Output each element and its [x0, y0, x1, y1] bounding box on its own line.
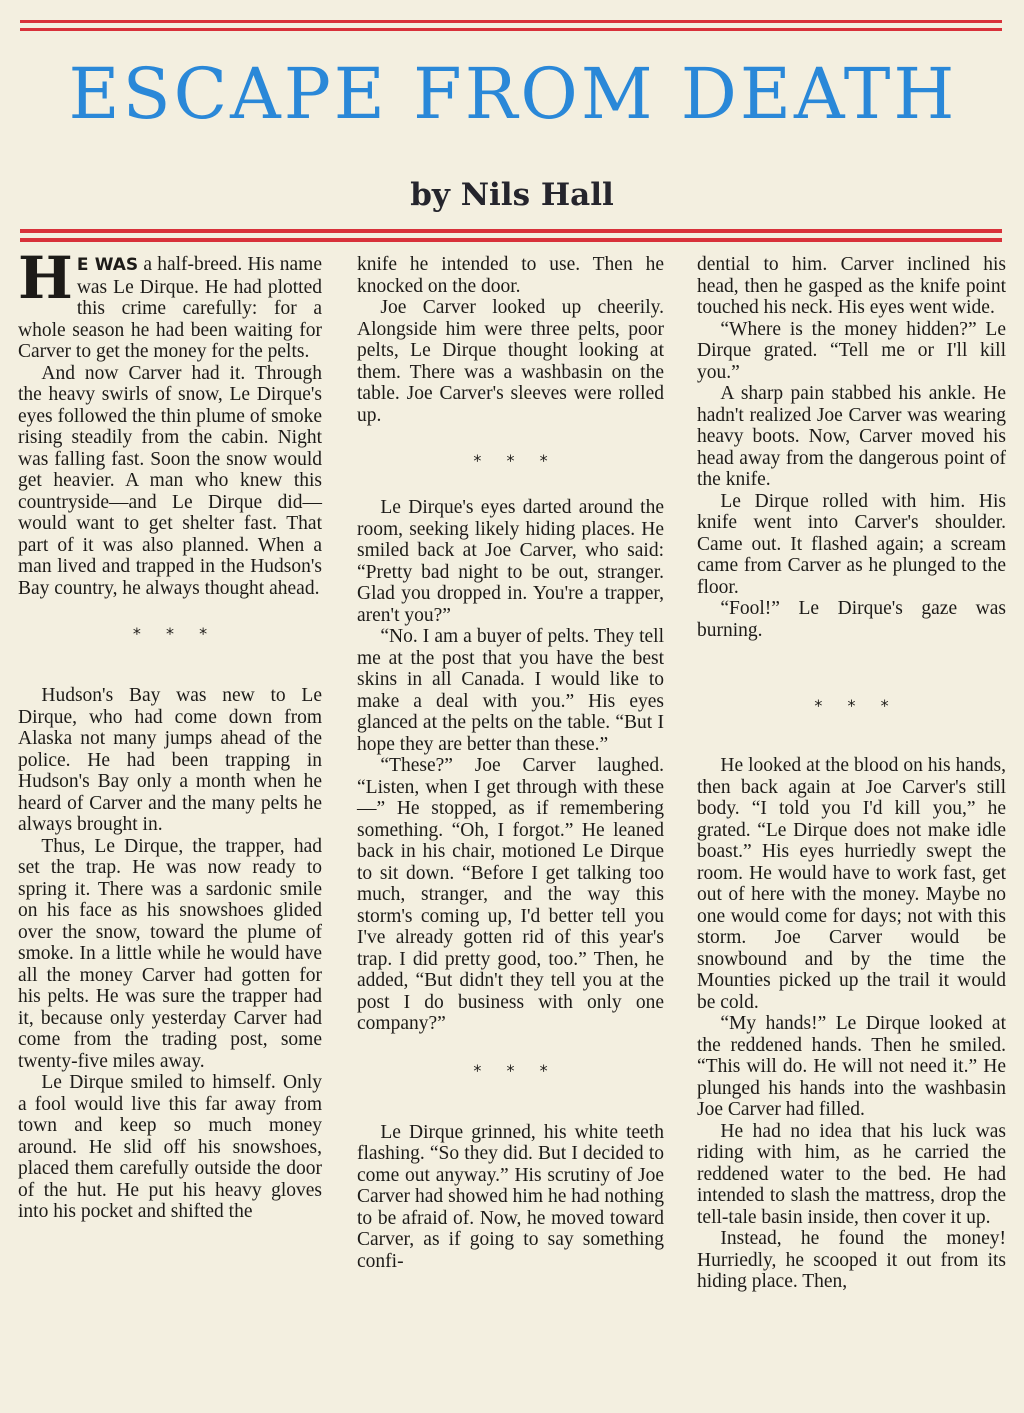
- column-2: [357, 254, 664, 1272]
- drop-cap: H: [18, 244, 73, 312]
- section-separator: * * *: [473, 1060, 558, 1080]
- paragraph: Thus, Le Dirque, the trapper, had set the trap. He was now ready to spring it. There was a sardonic smile on his face as his snowshoes glided over the snow, toward the plume of smoke. In a little while he would have all the money Carver had gotten for his pelts. He was sure the trapper had it, because only yesterday Carver had come from the trading post, some twenty-five miles away.: [18, 835, 322, 1072]
- header-rule: [20, 229, 1002, 233]
- paragraph: dential to him. Carver inclined his head, then he gasped as the knife point touched his neck. His eyes went wide.: [697, 254, 1006, 318]
- paragraph: A sharp pain stabbed his ankle. He hadn't realized Joe Carver was wearing heavy boots. Now, Carver moved his head away from the dangerous point of the knife.: [697, 383, 1006, 490]
- paragraph: Le Dirque rolled with him. His knife went into Carver's shoulder. Came out. It flashed again; a scream came from Carver as he plunged to the floor.: [697, 490, 1006, 598]
- section-separator: * * *: [814, 696, 899, 715]
- byline: by Nils Hall: [410, 177, 614, 213]
- column-1: [18, 244, 322, 1223]
- top-rule: [20, 20, 1002, 23]
- paragraph: Le Dirque's eyes darted around the room, seeking likely hiding places. He smiled back at Joe Carver, who said: “Pretty bad night to be out, stranger. Glad you dropped in. You're a trapper, aren't you?”: [357, 497, 664, 626]
- section-separator: * * *: [132, 624, 218, 643]
- lead-caps: E WAS: [76, 255, 139, 275]
- section-separator: * * *: [473, 451, 558, 470]
- paragraph: And now Carver had it. Through the heavy swirls of snow, Le Dirque's eyes followed the thin plume of smoke rising steadily from the cabin. Night was falling fast. Soon the snow would get heavier. A man who knew this countryside—and Le Dirque did—would want to get shelter fast. That part of it was also planned. When a man lived and trapped in the Hudson's Bay country, he always thought ahead.: [18, 362, 322, 599]
- paragraph: Joe Carver looked up cheerily. Alongside him were three pelts, poor pelts, Le Dirque thought looking at them. There was a washbasin on the table. Joe Carver's sleeves were rolled up.: [357, 297, 664, 426]
- paragraph: “My hands!” Le Dirque looked at the reddened hands. Then he smiled. “This will do. He will not need it.” He plunged his hands into the washbasin Joe Carver had filled.: [697, 1013, 1006, 1120]
- paragraph: Hudson's Bay was new to Le Dirque, who had come down from Alaska not many jumps ahead of the police. He had been trapping in Hudson's Bay only a month when he heard of Carver and the many pelts he always brought in.: [18, 685, 322, 835]
- paragraph: [18, 244, 322, 363]
- paragraph: “These?” Joe Carver laughed. “Listen, when I get through with these—” He stopped, as if remembering something. “Oh, I forgot.” He leaned back in his chair, motioned Le Dirque to sit down. “Before I get talking too much, stranger, and the way this storm's coming up, I'd better tell you I've already gotten rid of this year's trap. I did pretty good, too.” Then, he added, “But didn't they tell you at the post I do business with only one company?”: [357, 755, 664, 1034]
- story-title: ESCAPE FROM DEATH: [68, 53, 958, 135]
- paragraph-text: a half-breed. His name was Le Dirque. He had plotted this crime carefully: for a whole season he had been waiting for Carver to get the money for the pelts.: [18, 254, 322, 362]
- paragraph: knife he intended to use. Then he knocked on the door.: [357, 254, 664, 297]
- paragraph: He had no idea that his luck was riding with him, as he carried the reddened water to the bed. He had intended to slash the mattress, drop the tell-tale basin inside, then cover it up.: [697, 1120, 1006, 1228]
- top-rule-inner: [20, 28, 1002, 31]
- column-3: [697, 254, 1006, 1293]
- paragraph: “Fool!” Le Dirque's gaze was burning.: [697, 598, 1006, 641]
- paragraph: “No. I am a buyer of pelts. They tell me at the post that you have the best skins in all Canada. I would like to make a deal with you.” His eyes glanced at the pelts on the table. “But I hope they are better than these.”: [357, 626, 664, 755]
- paragraph: He looked at the blood on his hands, then back again at Joe Carver's still body. “I told you I'd kill you,” he grated. “Le Dirque does not make idle boast.” His eyes hurriedly swept the room. He would have to work fast, get out of here with the money. Maybe no one would come for days; not with this storm. Joe Carver would be snowbound and by the time the Mounties picked up the trail it would be cold.: [697, 755, 1006, 1013]
- paragraph: Le Dirque grinned, his white teeth flashing. “So they did. But I decided to come out anyway.” His scrutiny of Joe Carver had showed him he had nothing to be afraid of. Now, he moved toward Carver, as if going to say something confi-: [357, 1121, 664, 1272]
- paragraph: Instead, he found the money! Hurriedly, he scooped it out from its hiding place. Then,: [697, 1228, 1006, 1292]
- header-rule-lower: [20, 238, 1002, 242]
- paragraph: Le Dirque smiled to himself. Only a fool would live this far away from town and keep so much money around. He slid off his snowshoes, placed them carefully outside the door of the hut. He put his heavy gloves into his pocket and shifted the: [18, 1072, 322, 1222]
- paragraph: “Where is the money hidden?” Le Dirque grated. “Tell me or I'll kill you.”: [697, 318, 1006, 383]
